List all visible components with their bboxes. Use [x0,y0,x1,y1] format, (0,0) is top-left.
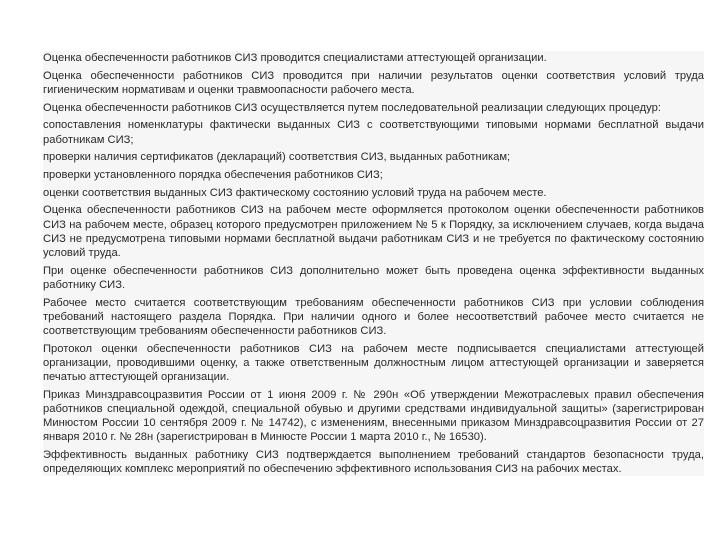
document-body [43,51,704,476]
paragraph: сопоставления номенклатуры фактически выданных СИЗ с соответствующими типовыми нормами бесплатной выдачи работникам СИЗ; [43,119,704,146]
paragraph: проверки установленного порядка обеспечения работников СИЗ; [43,168,383,181]
paragraph: проверки наличия сертификатов (деклараций) соответствия СИЗ, выданных работникам; [43,151,511,164]
paragraph: оценки соответствия выданных СИЗ фактическому состоянию условий труда на рабочем месте. [43,186,547,199]
paragraph: Рабочее место считается соответствующим требованиям обеспеченности работников СИЗ при условии соблюдения требований настоящего раздела Порядка. При наличии одного и более несоответствий рабочее место считается не соответствующим требованиям обеспеченности работников СИЗ. [43,296,704,337]
paragraph: Эффективность выданных работнику СИЗ подтверждается выполнением требований стандартов безопасности труда, определяющих комплекс мероприятий по обеспечению эффективного использования СИЗ на рабочих местах. [43,449,704,476]
paragraph: Приказ Минздравсоцразвития России от 1 июня 2009 г. № 290н «Об утверждении Межотраслевых правил обеспечения работников специальной одеждой, специальной обувью и другими средствами индивидуальной защиты» (зарегистрирован Минюстом России 10 сентября 2009 г. № 14742), с изменениям, внесенными приказом Минздравсоцразвития России от 27 января 2010 г. № 28н (зарегистрирован в Минюсте России 1 марта 2010 г., № 16530). [43,388,704,444]
paragraph: При оценке обеспеченности работников СИЗ дополнительно может быть проведена оценка эффективности выданных работнику СИЗ. [43,264,704,291]
paragraph: Оценка обеспеченности работников СИЗ проводится специалистами аттестующей организации. [43,52,547,64]
paragraph: Оценка обеспеченности работников СИЗ проводится при наличии результатов оценки соответствия условий труда гигиеническим нормативам и оценки травмоопасности рабочего места. [43,69,704,96]
paragraph: Оценка обеспеченности работников СИЗ осуществляется путем последовательной реализации следующих процедур: [43,101,661,114]
paragraph: Протокол оценки обеспеченности работников СИЗ на рабочем месте подписывается специалистами аттестующей организации, проводившими оценку, а также ответственным должностным лицом аттестующей организации и заверяется печатью аттестующей организации. [43,342,704,384]
paragraph: Оценка обеспеченности работников СИЗ на рабочем месте оформляется протоколом оценки обеспеченности работников СИЗ на рабочем месте, образец которого предусмотрен приложением № 5 к Порядку, за исключением случаев, когда выдача СИЗ не предусмотрена типовыми нормами бесплатной выдачи работникам СИЗ и не требуется по фактическому состоянию условий труда. [43,204,704,259]
